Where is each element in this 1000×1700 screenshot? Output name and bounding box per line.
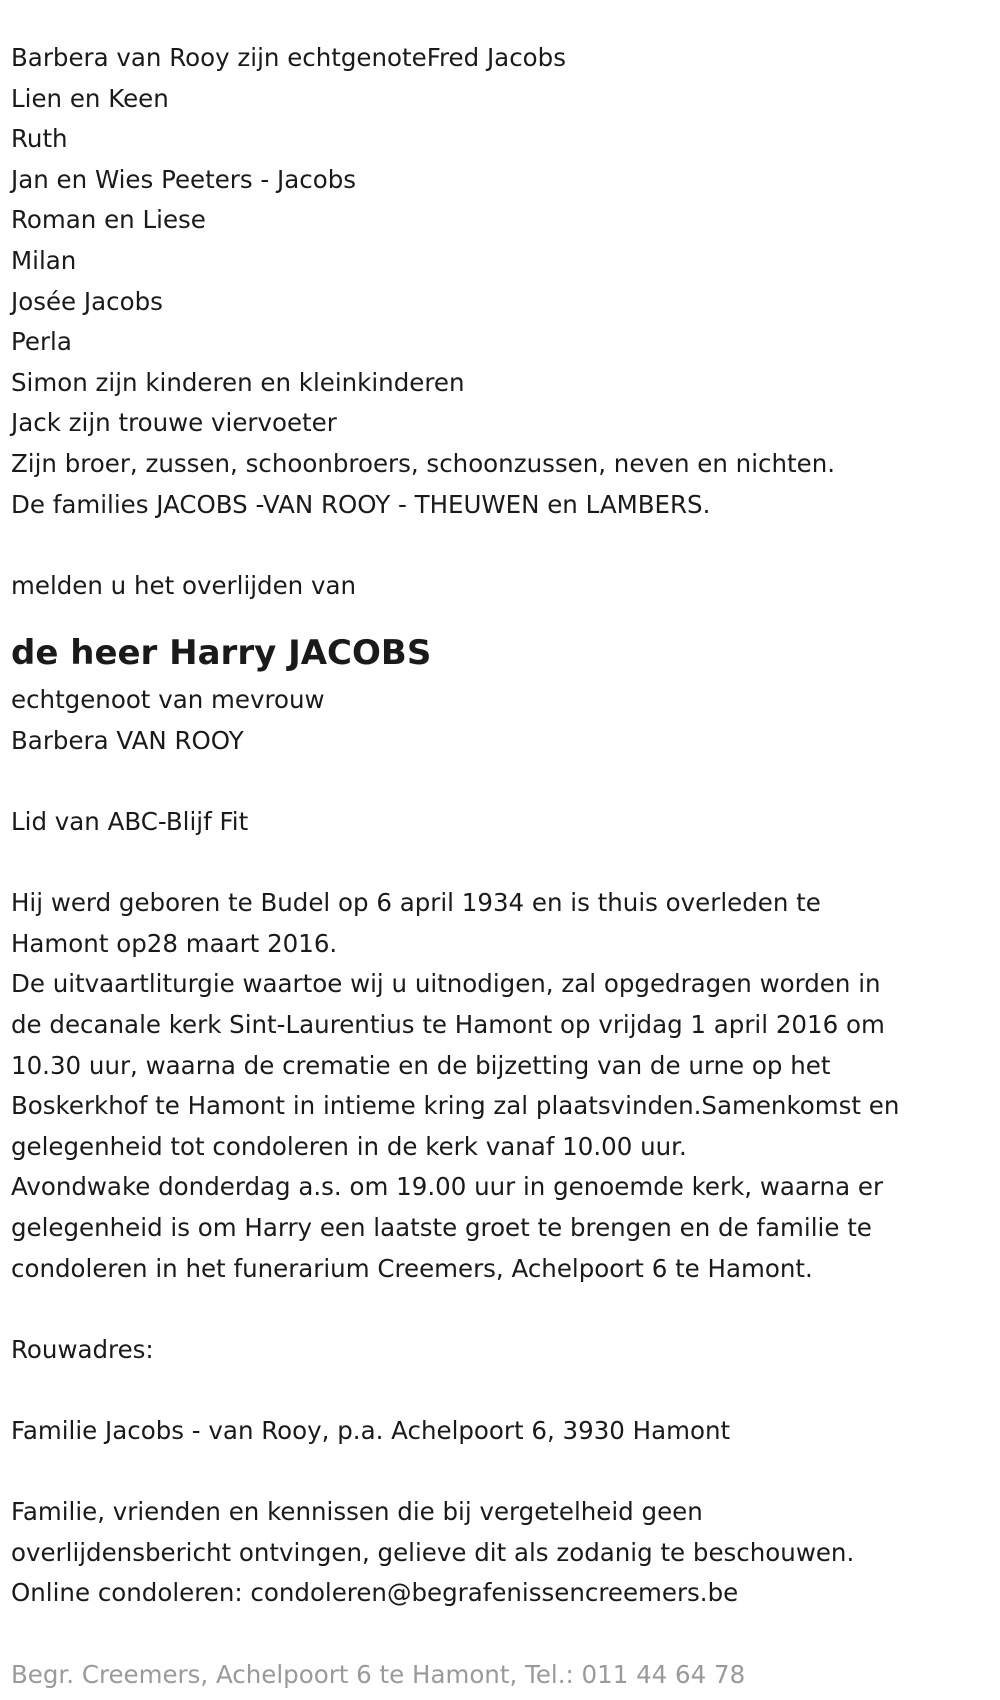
mourner-line: Jack zijn trouwe viervoeter	[11, 408, 337, 438]
details-line: Hij werd geboren te Budel op 6 april 1934 en is thuis overleden te	[11, 888, 821, 918]
deceased-name: de heer Harry JACOBS	[11, 633, 432, 674]
spacer	[11, 1370, 990, 1411]
details-line: gelegenheid tot condoleren in de kerk vanaf 10.00 uur.	[11, 1131, 687, 1161]
spacer	[11, 762, 990, 803]
details-line: Boskerkhof te Hamont in intieme kring zal plaatsvinden.Samenkomst en	[11, 1091, 900, 1121]
closing-line: Familie, vrienden en kennissen die bij vergetelheid geen	[11, 1497, 703, 1527]
mourner-line: Milan	[11, 245, 77, 275]
mourning-address: Familie Jacobs - van Rooy, p.a. Achelpoort 6, 3930 Hamont	[11, 1416, 731, 1445]
details-line: condoleren in het funerarium Creemers, Achelpoort 6 te Hamont.	[11, 1253, 813, 1283]
mourner-line: Josée Jacobs	[11, 286, 163, 316]
spacer	[11, 1614, 990, 1655]
funeral-details	[11, 883, 990, 1289]
deceased-relation-line: echtgenoot van mevrouw	[11, 685, 325, 715]
closing-notice	[11, 1492, 990, 1614]
spacer	[11, 606, 990, 626]
mourner-line: Lien en Keen	[11, 83, 169, 113]
spacer	[11, 843, 990, 884]
details-line: 10.30 uur, waarna de crematie en de bijzetting van de urne op het	[11, 1050, 831, 1080]
details-line: De uitvaartliturgie waartoe wij u uitnodigen, zal opgedragen worden in	[11, 969, 881, 999]
spacer	[11, 525, 990, 566]
details-line: Avondwake donderdag a.s. om 19.00 uur in genoemde kerk, waarna er	[11, 1172, 884, 1202]
details-line: gelegenheid is om Harry een laatste groet te brengen en de familie te	[11, 1213, 872, 1243]
closing-line: Online condoleren: condoleren@begrafenissencreemers.be	[11, 1578, 739, 1608]
announcement-text: melden u het overlijden van	[11, 570, 357, 600]
address-label: Rouwadres:	[11, 1334, 154, 1364]
spacer	[11, 1452, 990, 1493]
mourner-line: Ruth	[11, 124, 68, 154]
mourner-line: Simon zijn kinderen en kleinkinderen	[11, 367, 465, 397]
membership-text: Lid van ABC-Blijf Fit	[11, 807, 249, 837]
details-line: Hamont op28 maart 2016.	[11, 928, 338, 958]
funeral-home-footer: Begr. Creemers, Achelpoort 6 te Hamont, Tel.: 011 44 64 78	[11, 1659, 746, 1689]
mourner-line: Jan en Wies Peeters - Jacobs	[11, 164, 357, 194]
closing-line: overlijdensbericht ontvingen, gelieve dit als zodanig te beschouwen.	[11, 1537, 855, 1567]
mourner-line: Barbera van Rooy zijn echtgenoteFred Jacobs	[11, 43, 566, 72]
deceased-relation-line: Barbera VAN ROOY	[11, 725, 244, 755]
mourner-line: De families JACOBS -VAN ROOY - THEUWEN en LAMBERS.	[11, 489, 711, 519]
mourner-line: Zijn broer, zussen, schoonbroers, schoonzussen, neven en nichten.	[11, 448, 836, 478]
details-line: de decanale kerk Sint-Laurentius te Hamont op vrijdag 1 april 2016 om	[11, 1010, 885, 1040]
mourner-line: Perla	[11, 327, 72, 357]
mourner-line: Roman en Liese	[11, 205, 206, 235]
spacer	[11, 1289, 990, 1330]
mourners-list	[11, 38, 990, 525]
